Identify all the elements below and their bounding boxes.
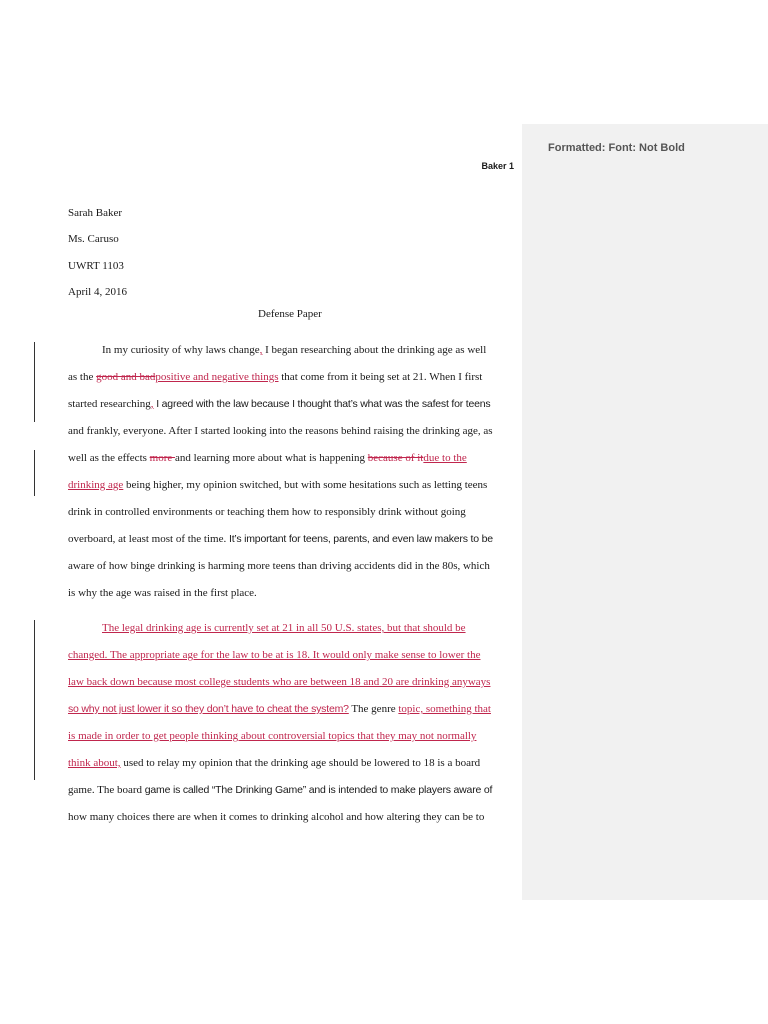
- paragraph-1-line: overboard, at least most of the time. It’s important for teens, parents, and even law makers to be: [68, 533, 493, 545]
- deleted-text: more: [149, 452, 176, 464]
- paragraph-1-line: as the good and badpositive and negative things that come from it being set at 21. When I first: [68, 371, 483, 383]
- running-header: Baker 1: [481, 161, 514, 171]
- change-bar: [34, 450, 35, 496]
- paragraph-1-line: aware of how binge drinking is harming more teens than driving accidents did in the 80s, which: [68, 560, 490, 572]
- paper-title: Defense Paper: [258, 308, 322, 320]
- paragraph-2-line: how many choices there are when it comes to drinking alcohol and how altering they can be to: [68, 811, 485, 823]
- inserted-text: think about,: [68, 757, 121, 769]
- paragraph-1-line: drinking age being higher, my opinion switched, but with some hesitations such as letting teens: [68, 479, 488, 491]
- paragraph-1-line: started researching, I agreed with the law because I thought that’s what was the safest for teens: [68, 398, 491, 410]
- paragraph-1-line: In my curiosity of why laws change, I began researching about the drinking age as well: [102, 344, 487, 356]
- paragraph-1-line: and frankly, everyone. After I started looking into the reasons behind raising the drinking age, as: [68, 425, 493, 437]
- paragraph-2-line: is made in order to get people thinking about controversial topics that they may not normally: [68, 730, 477, 742]
- deleted-text: because of it: [367, 452, 424, 464]
- deleted-text: good and bad: [96, 371, 156, 383]
- paragraph-1-line: well as the effects more and learning more about what is happening because of itdue to the: [68, 452, 467, 464]
- paragraph-2-line: The legal drinking age is currently set at 21 in all 50 U.S. states, but that should be: [102, 622, 466, 634]
- change-bar: [34, 342, 35, 422]
- paragraph-1-line: drink in controlled environments or teaching them how to responsibly drink without going: [68, 506, 466, 518]
- teacher-name: Ms. Caruso: [68, 233, 119, 245]
- paragraph-2-line: changed. The appropriate age for the law to be at is 18. It would only make sense to lower the: [68, 649, 481, 661]
- paragraph-2-line: law back down because most college students who are between 18 and 20 are drinking anyways: [68, 676, 491, 688]
- paragraph-2-line: game. The board game is called “The Drinking Game” and is intended to make players aware of: [68, 784, 493, 796]
- inserted-text: due to the: [423, 452, 467, 464]
- inserted-text: ,: [259, 344, 263, 356]
- inserted-text: so why not just lower it so they don’t have to cheat the system?: [68, 703, 349, 715]
- change-bar: [34, 620, 35, 780]
- paragraph-1-line: is why the age was raised in the first place.: [68, 587, 257, 599]
- paragraph-2-line: think about, used to relay my opinion that the drinking age should be lowered to 18 is a board: [68, 757, 481, 769]
- comment-pane: [522, 124, 768, 900]
- inserted-text: drinking age: [68, 479, 124, 491]
- author-name: Sarah Baker: [68, 207, 123, 219]
- course-code: UWRT 1103: [68, 260, 124, 272]
- formatting-comment[interactable]: Formatted: Font: Not Bold: [548, 142, 685, 154]
- inserted-text: topic, something that: [398, 703, 491, 715]
- inserted-text: ,: [150, 398, 154, 410]
- inserted-text: positive and negative things: [155, 371, 279, 383]
- paper-date: April 4, 2016: [68, 286, 127, 298]
- paragraph-2-line: so why not just lower it so they don’t have to cheat the system? The genre topic, something that: [68, 703, 491, 715]
